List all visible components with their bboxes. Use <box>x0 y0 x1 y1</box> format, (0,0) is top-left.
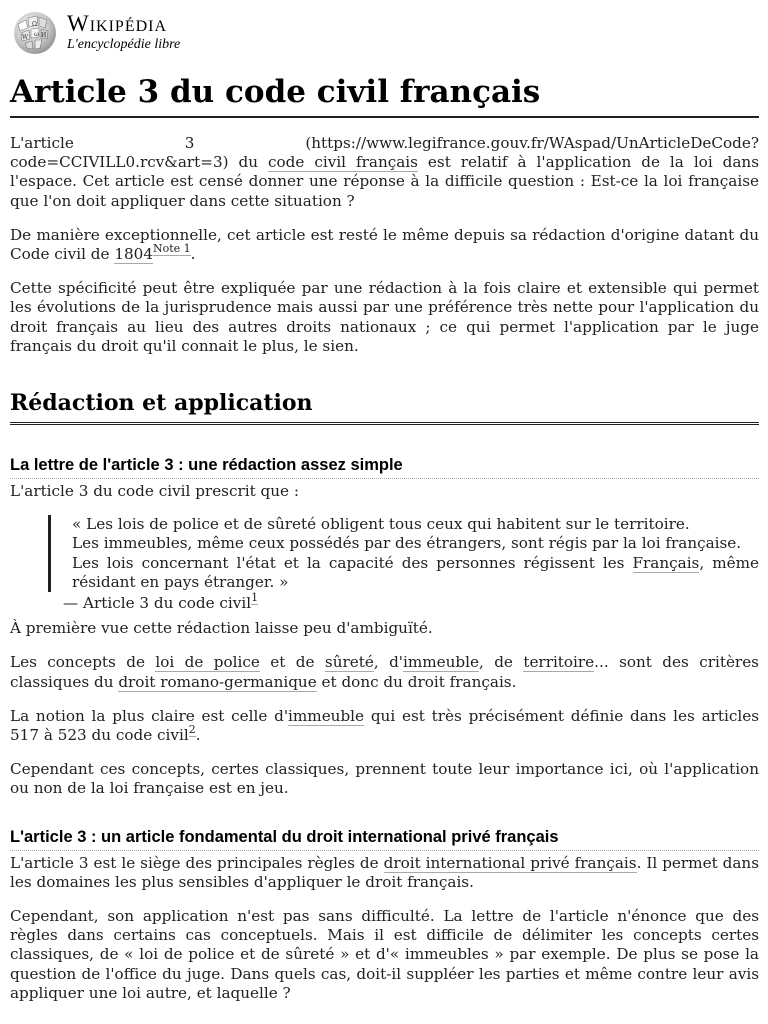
site-tagline: L'encyclopédie libre <box>67 37 181 52</box>
text-run: , d' <box>373 653 403 672</box>
link-territoire[interactable]: territoire <box>523 653 595 672</box>
text-run: Les lois concernant l'état et la capacité des personnes régissent les <box>72 553 633 572</box>
link-1804[interactable]: 1804 <box>114 245 153 264</box>
site-name: Wikipédia <box>67 11 168 36</box>
quote-lead: L'article 3 du code civil prescrit que : <box>10 482 299 501</box>
quote-line-2: Les immeubles, même ceux possédés par des étrangers, sont régis par la loi française. <box>72 534 742 553</box>
svg-text:ω: ω <box>34 31 39 38</box>
link-immeuble[interactable]: immeuble <box>402 653 479 672</box>
paragraph-immeuble <box>10 707 759 745</box>
page-title: Article 3 du code civil français <box>10 72 759 118</box>
svg-text:W: W <box>22 34 29 41</box>
text-run: . <box>195 726 201 745</box>
link-code-civil[interactable]: code civil français <box>268 153 418 172</box>
quote-line-3 <box>72 554 759 592</box>
link-droit-romano-germanique[interactable]: droit romano-germanique <box>118 672 317 691</box>
paragraph-concepts <box>10 653 759 691</box>
subsection-heading-lettre: La lettre de l'article 3 : une rédaction assez simple <box>10 455 759 479</box>
link-loi-de-police[interactable]: loi de police <box>155 653 260 672</box>
site-wordmark[interactable] <box>67 11 180 52</box>
text-run: , de <box>478 653 524 672</box>
link-surete[interactable]: sûreté <box>324 653 374 672</box>
subsection-heading-dip: L'article 3 : un article fondamental du droit international privé français <box>10 827 759 851</box>
link-droit-international-prive[interactable]: droit international privé français <box>383 853 637 872</box>
text-run: La notion la plus claire est celle d' <box>10 706 289 725</box>
paragraph-ambiguite: À première vue cette rédaction laisse peu d'ambiguïté. <box>10 619 433 638</box>
text-run: qui est très précisément définie dans les articles 517 à 523 du code civil <box>10 706 759 745</box>
svg-text:И: И <box>41 32 47 39</box>
intro-paragraph-3: Cette spécificité peut être expliquée par une rédaction à la fois claire et extensible qui permet les évolutions de la jurisprudence mais aussi par une préférence très nette pour l'application du droit français au lieu des autres droits nationaux ; ce qui permet l'application par le juge français du droit qu'il connait le plus, le sien. <box>10 279 759 355</box>
text-run: Les concepts de <box>10 653 156 672</box>
text-run: est relatif à l'application de la loi dans l'espace. Cet article est censé donner une réponse à la difficile question : Est-ce la loi française que l'on doit appliquer dans cette situation ? <box>10 153 760 210</box>
site-header <box>10 0 759 58</box>
intro-paragraph-2 <box>10 226 759 264</box>
article-page <box>10 0 759 1003</box>
text-run: L'article 3 est le siège des principales règles de <box>10 853 384 872</box>
article-quote <box>48 515 759 592</box>
text-run: , même résidant en pays étranger. » <box>72 553 759 591</box>
section-heading-redaction: Rédaction et application <box>10 388 759 425</box>
text-run: et de <box>259 653 325 672</box>
wikipedia-globe-logo[interactable] <box>10 8 60 56</box>
text-run: L'article 3 (https://www.legifrance.gouv.fr/WAspad/UnArticleDeCode?code=CCIVILL0.rcv&art=3) du <box>10 134 759 172</box>
note-1-ref[interactable]: Note 1 <box>152 242 191 256</box>
ref-2[interactable]: 2 <box>188 723 196 737</box>
quote-citation <box>63 591 759 613</box>
quote-line-1: « Les lois de police et de sûreté obligent tous ceux qui habitent sur le territoire. <box>72 515 690 534</box>
text-run: . <box>190 245 196 264</box>
paragraph-concepts-importance: Cependant ces concepts, certes classiques, prennent toute leur importance ici, où l'application ou non de la loi française est en jeu. <box>10 760 759 798</box>
svg-text:Ω: Ω <box>32 21 37 28</box>
link-francais[interactable]: Français <box>632 553 700 572</box>
link-immeuble-2[interactable]: immeuble <box>288 706 365 725</box>
paragraph-difficulte: Cependant, son application n'est pas sans difficulté. La lettre de l'article n'énonce que des règles dans certains cas conceptuels. Mais il est difficile de délimiter les concepts certes classiques, de « loi de police et de sûreté » et d'« immeubles » par exemple. De plus se pose la question de l'office du juge. Dans quels cas, doit-il suppléer les parties et même contre leur avis appliquer une loi autre, et laquelle ? <box>10 907 759 1002</box>
ref-1[interactable]: 1 <box>251 591 259 605</box>
text-run: et donc du droit français. <box>316 672 517 691</box>
intro-paragraph-1 <box>10 134 759 211</box>
paragraph-siege <box>10 854 759 892</box>
text-run: ... sont des critères classiques du <box>10 653 759 691</box>
text-run: . Il permet dans les domaines les plus sensibles d'appliquer le droit français. <box>10 853 759 891</box>
text-run: De manière exceptionnelle, cet article est resté le même depuis sa rédaction d'origine datant du Code civil de <box>10 225 759 264</box>
citation-text: — Article 3 du code civil <box>63 594 252 613</box>
